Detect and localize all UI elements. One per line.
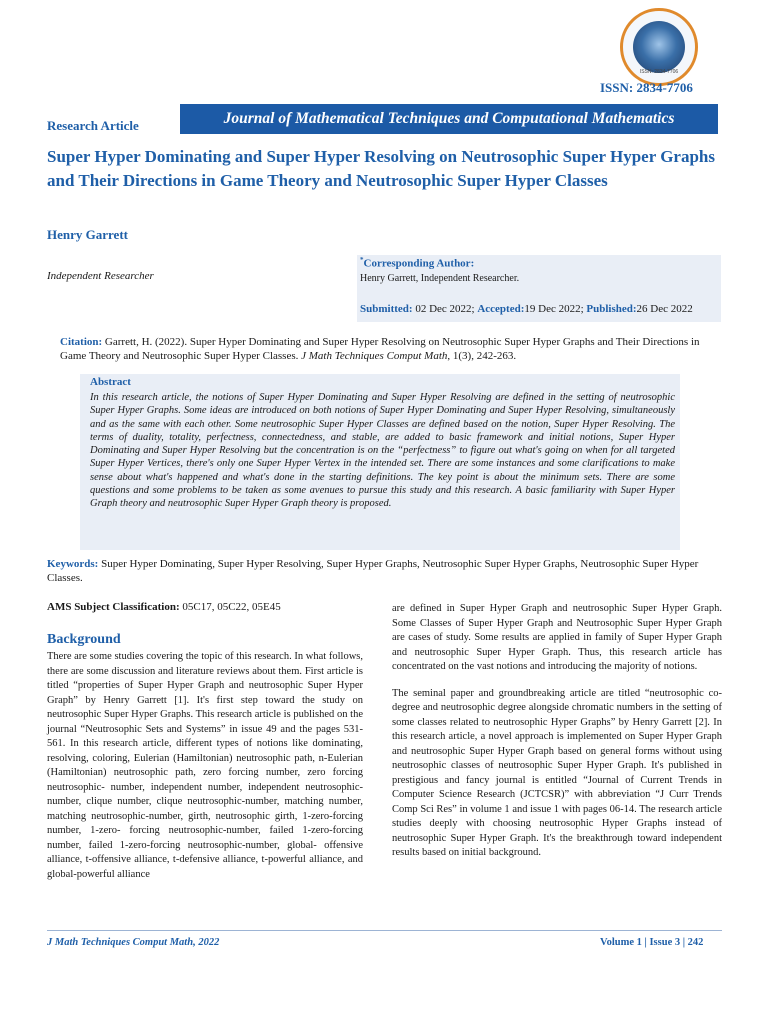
published-label: Published:	[586, 303, 637, 315]
submitted-date: 02 Dec 2022;	[412, 303, 478, 315]
published-date: 26 Dec 2022	[636, 303, 693, 315]
citation-label: Citation:	[60, 336, 103, 348]
ams-classification	[47, 601, 281, 613]
article-title: Super Hyper Dominating and Super Hyper Resolving on Neutrosophic Super Hyper Graphs and Their Directions in Game Theory and Neutrosophic Super Hyper Classes	[47, 147, 715, 190]
submitted-label: Submitted:	[360, 303, 413, 315]
citation-tail: , 1(3), 242-263.	[447, 350, 517, 362]
background-right-column	[392, 602, 722, 873]
accepted-date: 19 Dec 2022;	[524, 303, 587, 315]
ams-label: AMS Subject Classification:	[47, 601, 180, 613]
author-name: Henry Garrett	[47, 227, 128, 242]
abstract-text: In this research article, the notions of Super Hyper Dominating and Super Hyper Resolving are defined in the setting of neutrosophic Super Hyper Graphs. Some ideas are introduced on both notions of Super Hyper Dominating and Super Hyper Resolving, simultaneously and as the same with each other. Some neutrosophic Super Hyper Classes are defined based on the notion, Super Hyper Resolving. The terms of duality, totality, perfectness, connectedness, and stable, are added to basic framework and initial notions, Super Hyper Dominating and Super Hyper Resolving but the concentration is on the “perfectness” to figure out what's going on when for all targeted Super Hyper Vertices, there's only one Super Hyper Vertex in the intended set. There are some instances and some clarifications to make sense about what's happened and what's done in the starting definitions. The key point is about the minimum sets. There are some questions and some problems to be taken as some avenues to pursue this study and this research. A basic familiarity with Super Hyper Graph theory and neutrosophic Super Hyper Graph theory is proposed.	[90, 392, 675, 510]
background-heading: Background	[47, 632, 121, 647]
citation-text: Garrett, H. (2022). Super Hyper Dominating and Super Hyper Resolving on Neutrosophic Super Hyper Graphs and Their Directions in Game Theory and Neutrosophic Super Hyper Classes.	[60, 336, 700, 362]
background-paragraph: The seminal paper and groundbreaking article are titled “neutrosophic co-degree and neutrosophic degree alongside chromatic numbers in the setting of some classes related to neutrosophic Hyper Graphs” by Henry Garrett [2]. In this research article, a novel approach is implemented on Super Hyper Graph and neutrosophic Super Hyper Graph based on general forms without using neutrosophic classes of neutrosophic Super Hyper Graph. It's published in prestigious and fancy journal is entitled “Journal of Current Trends in Computer Science Research (JCTCSR)” with abbreviation “J Curr Trends Comp Sci Res” in volume 1 and issue 1 with pages 06-14. The research article studies deeply with choosing neutrosophic Hyper Graphs instead of neutrosophic Super Hyper Graph. It's the breakthrough toward independent results based on initial background.	[392, 687, 722, 858]
background-left-column: There are some studies covering the topic of this research. In what follows, there are some discussion and literature reviews about them. First article is titled “properties of Super Hyper Graph and neutrosophic Super Hyper Graph” by Henry Garrett [1]. It's first step toward the study on neutrosophic Super Hyper Graphs. This research article is published on the journal “Neutrosophic Sets and Systems” in issue 49 and the pages 531-561. In this research article, different types of notions like dominating, resolving, coloring, Eulerian (Hamiltonian) neutrosophic path, n-Eulerian (Hamiltonian) neutrosophic path, zero forcing number, zero forcing neutrosophic- number, independent number, independent neutrosophic-number, clique number, clique neutrosophic-number, matching number, matching neutrosophic-number, girth, neutrosophic girth, 1-zero-forcing number, 1-zero- forcing neutrosophic-number, failed 1-zero-forcing number, failed 1-zero-forcing neutrosophic-number, global- offensive alliance, t-offensive alliance, t-defensive alliance, t-powerful alliance, and global-powerful alliance	[47, 651, 363, 880]
corresponding-author-heading: *Corresponding Author:	[360, 256, 475, 270]
citation-journal: J Math Techniques Comput Math	[301, 350, 448, 362]
journal-name-banner: Journal of Mathematical Techniques and Computational Mathematics	[180, 104, 718, 134]
issn: ISSN: 2834-7706	[600, 80, 693, 95]
logo-issn: ISSN: 2834-7706	[639, 69, 679, 75]
author-affiliation: Independent Researcher	[47, 270, 154, 282]
footer-divider	[47, 930, 722, 931]
footer-volume: Volume 1 | Issue 3 | 242	[600, 937, 704, 948]
keywords	[47, 557, 727, 585]
accepted-label: Accepted:	[477, 303, 525, 315]
journal-logo	[620, 8, 698, 86]
logo-emblem-icon	[633, 21, 685, 73]
article-type: Research Article	[47, 118, 139, 133]
footer-journal: J Math Techniques Comput Math, 2022	[47, 937, 220, 948]
keywords-text: Super Hyper Dominating, Super Hyper Resolving, Super Hyper Graphs, Neutrosophic Super Hyper Graphs, Neutrosophic Super Hyper Classes.	[47, 558, 699, 584]
corresponding-author-label: Corresponding Author:	[363, 257, 475, 270]
citation	[60, 335, 715, 363]
corresponding-author-text: Henry Garrett, Independent Researcher.	[360, 273, 520, 284]
background-paragraph: are defined in Super Hyper Graph and neutrosophic Super Hyper Graph. Some Classes of Super Hyper Graph and Neutrosophic Super Hyper Graph are cases of study. Some results are applied in family of Super Hyper Graph and neutrosophic Super Hyper Graph. Thus, this research article has concentrated on the vast notions and introducing the majority of notions.	[392, 603, 722, 672]
keywords-label: Keywords:	[47, 558, 99, 570]
abstract-heading: Abstract	[90, 376, 131, 388]
ams-text: 05C17, 05C22, 05E45	[179, 601, 281, 613]
article-dates	[360, 303, 693, 315]
